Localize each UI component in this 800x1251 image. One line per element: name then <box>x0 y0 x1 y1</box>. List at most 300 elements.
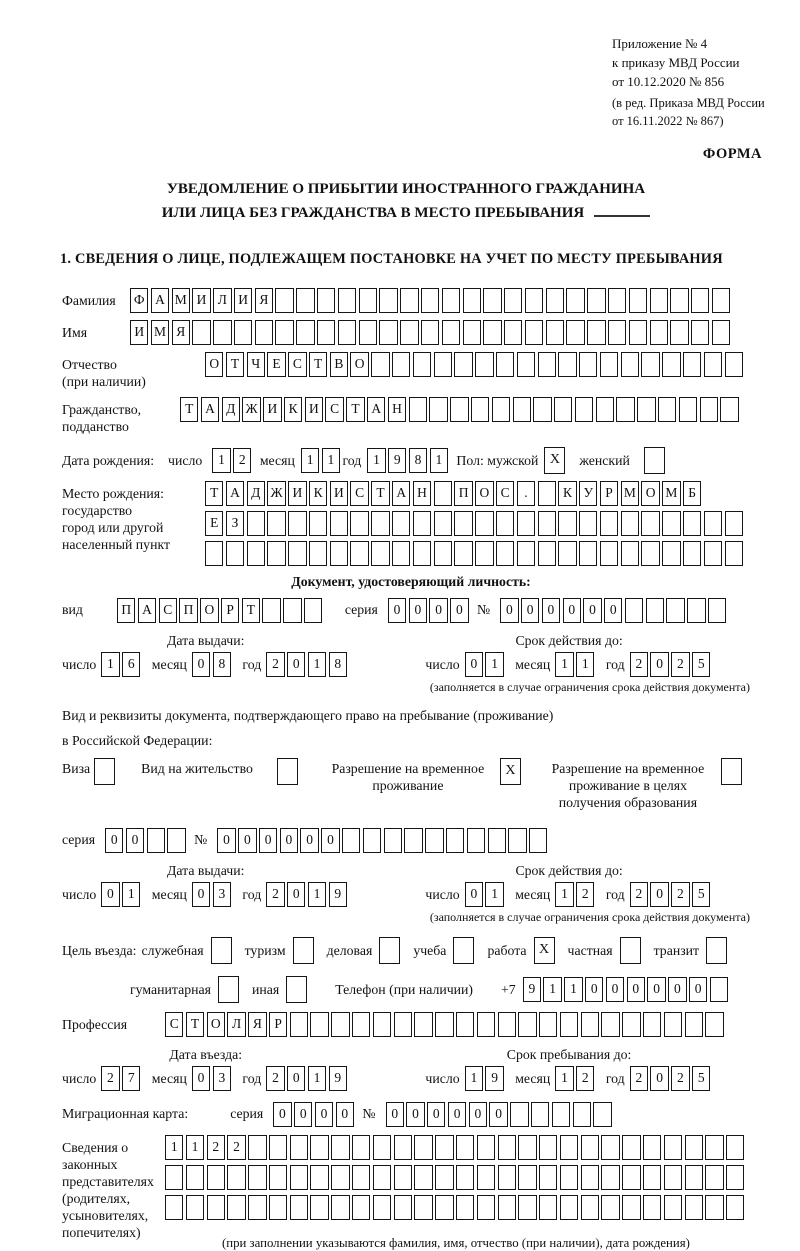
char-box[interactable] <box>517 352 535 377</box>
char-box[interactable] <box>350 541 368 566</box>
char-box[interactable]: 5 <box>692 882 710 907</box>
char-box[interactable] <box>392 352 410 377</box>
char-box[interactable]: Н <box>413 481 431 506</box>
char-box[interactable] <box>705 1012 723 1037</box>
char-box[interactable]: 1 <box>555 882 573 907</box>
char-box[interactable]: 9 <box>329 1066 347 1091</box>
char-box[interactable]: А <box>392 481 410 506</box>
char-box[interactable] <box>712 288 730 313</box>
char-box[interactable]: 0 <box>259 828 277 853</box>
char-box[interactable] <box>290 1195 308 1220</box>
char-box[interactable] <box>691 288 709 313</box>
char-box[interactable] <box>288 541 306 566</box>
char-box[interactable]: 1 <box>555 652 573 677</box>
char-box[interactable]: М <box>662 481 680 506</box>
char-box[interactable] <box>413 511 431 536</box>
char-box[interactable] <box>434 511 452 536</box>
char-box[interactable] <box>581 1195 599 1220</box>
char-box[interactable]: 2 <box>630 652 648 677</box>
char-box[interactable] <box>205 541 223 566</box>
char-box[interactable] <box>269 1195 287 1220</box>
residence-permit-checkbox[interactable] <box>277 758 298 785</box>
char-box[interactable] <box>566 288 584 313</box>
char-box[interactable] <box>539 1135 557 1160</box>
char-box[interactable] <box>394 1165 412 1190</box>
char-box[interactable]: Т <box>205 481 223 506</box>
char-box[interactable] <box>379 288 397 313</box>
char-box[interactable]: 0 <box>315 1102 333 1127</box>
char-box[interactable]: А <box>226 481 244 506</box>
char-box[interactable] <box>317 320 335 345</box>
char-box[interactable]: 0 <box>388 598 406 623</box>
char-box[interactable] <box>227 1195 245 1220</box>
char-box[interactable]: 0 <box>126 828 144 853</box>
char-box[interactable] <box>275 320 293 345</box>
char-box[interactable]: 5 <box>692 652 710 677</box>
char-box[interactable] <box>566 320 584 345</box>
char-box[interactable] <box>226 541 244 566</box>
char-box[interactable]: О <box>475 481 493 506</box>
char-box[interactable] <box>435 1165 453 1190</box>
char-box[interactable] <box>581 1012 599 1037</box>
char-box[interactable]: 0 <box>287 652 305 677</box>
char-box[interactable]: Я <box>172 320 190 345</box>
char-box[interactable]: Т <box>371 481 389 506</box>
char-box[interactable] <box>601 1135 619 1160</box>
char-box[interactable] <box>683 511 701 536</box>
char-box[interactable] <box>538 352 556 377</box>
char-box[interactable] <box>629 288 647 313</box>
char-box[interactable] <box>662 541 680 566</box>
char-box[interactable] <box>352 1165 370 1190</box>
char-box[interactable] <box>581 1165 599 1190</box>
char-box[interactable]: О <box>207 1012 225 1037</box>
char-box[interactable]: 8 <box>329 652 347 677</box>
char-box[interactable]: И <box>192 288 210 313</box>
purpose-other-checkbox[interactable] <box>286 976 307 1003</box>
char-box[interactable]: 0 <box>465 882 483 907</box>
char-box[interactable] <box>454 541 472 566</box>
char-box[interactable] <box>425 828 443 853</box>
char-box[interactable] <box>705 1135 723 1160</box>
char-box[interactable]: 2 <box>630 882 648 907</box>
char-box[interactable]: 2 <box>671 882 689 907</box>
char-box[interactable]: 0 <box>469 1102 487 1127</box>
char-box[interactable]: Л <box>227 1012 245 1037</box>
char-box[interactable] <box>342 828 360 853</box>
char-box[interactable] <box>330 511 348 536</box>
char-box[interactable] <box>413 352 431 377</box>
char-box[interactable] <box>338 320 356 345</box>
char-box[interactable] <box>646 598 664 623</box>
char-box[interactable] <box>392 541 410 566</box>
char-box[interactable]: 5 <box>692 1066 710 1091</box>
char-box[interactable]: 0 <box>542 598 560 623</box>
char-box[interactable] <box>310 1135 328 1160</box>
char-box[interactable] <box>685 1195 703 1220</box>
char-box[interactable] <box>538 511 556 536</box>
char-box[interactable] <box>384 828 402 853</box>
char-box[interactable]: И <box>234 288 252 313</box>
char-box[interactable]: 0 <box>448 1102 466 1127</box>
char-box[interactable] <box>601 1165 619 1190</box>
char-box[interactable] <box>538 541 556 566</box>
char-box[interactable]: 0 <box>668 977 686 1002</box>
char-box[interactable] <box>666 598 684 623</box>
char-box[interactable]: 1 <box>465 1066 483 1091</box>
char-box[interactable]: 2 <box>266 652 284 677</box>
char-box[interactable] <box>539 1195 557 1220</box>
purpose-study-checkbox[interactable] <box>453 937 474 964</box>
char-box[interactable] <box>581 1135 599 1160</box>
char-box[interactable]: 2 <box>671 1066 689 1091</box>
char-box[interactable] <box>726 1135 744 1160</box>
char-box[interactable] <box>435 1195 453 1220</box>
char-box[interactable] <box>518 1195 536 1220</box>
char-box[interactable]: Я <box>255 288 273 313</box>
char-box[interactable] <box>352 1195 370 1220</box>
char-box[interactable]: 1 <box>301 448 319 473</box>
char-box[interactable] <box>664 1012 682 1037</box>
char-box[interactable] <box>309 541 327 566</box>
char-box[interactable] <box>483 320 501 345</box>
char-box[interactable]: 2 <box>207 1135 225 1160</box>
char-box[interactable]: 1 <box>322 448 340 473</box>
char-box[interactable] <box>518 1165 536 1190</box>
char-box[interactable] <box>379 320 397 345</box>
char-box[interactable] <box>496 352 514 377</box>
char-box[interactable]: Д <box>247 481 265 506</box>
char-box[interactable]: 8 <box>409 448 427 473</box>
char-box[interactable] <box>477 1012 495 1037</box>
char-box[interactable]: 0 <box>689 977 707 1002</box>
char-box[interactable] <box>538 481 556 506</box>
char-box[interactable] <box>643 1195 661 1220</box>
char-box[interactable] <box>331 1195 349 1220</box>
char-box[interactable]: 1 <box>122 882 140 907</box>
char-box[interactable]: 1 <box>485 882 503 907</box>
char-box[interactable]: Ф <box>130 288 148 313</box>
char-box[interactable] <box>546 320 564 345</box>
char-box[interactable]: П <box>454 481 472 506</box>
char-box[interactable]: А <box>138 598 156 623</box>
char-box[interactable] <box>687 598 705 623</box>
char-box[interactable]: С <box>496 481 514 506</box>
char-box[interactable] <box>421 320 439 345</box>
char-box[interactable]: 0 <box>105 828 123 853</box>
char-box[interactable]: Т <box>346 397 364 422</box>
char-box[interactable] <box>662 352 680 377</box>
char-box[interactable] <box>504 288 522 313</box>
char-box[interactable]: А <box>367 397 385 422</box>
char-box[interactable]: О <box>200 598 218 623</box>
char-box[interactable] <box>650 288 668 313</box>
char-box[interactable]: И <box>305 397 323 422</box>
char-box[interactable] <box>450 397 468 422</box>
sex-female-checkbox[interactable] <box>644 447 665 474</box>
purpose-official-checkbox[interactable] <box>211 937 232 964</box>
char-box[interactable] <box>708 598 726 623</box>
char-box[interactable] <box>421 288 439 313</box>
char-box[interactable] <box>456 1165 474 1190</box>
char-box[interactable] <box>608 288 626 313</box>
char-box[interactable]: 0 <box>650 1066 668 1091</box>
char-box[interactable]: 0 <box>563 598 581 623</box>
char-box[interactable] <box>404 828 422 853</box>
char-box[interactable] <box>685 1012 703 1037</box>
char-box[interactable]: 0 <box>280 828 298 853</box>
char-box[interactable] <box>664 1195 682 1220</box>
char-box[interactable]: 0 <box>238 828 256 853</box>
char-box[interactable]: 2 <box>266 882 284 907</box>
char-box[interactable] <box>560 1135 578 1160</box>
char-box[interactable] <box>510 1102 528 1127</box>
char-box[interactable] <box>720 397 738 422</box>
char-box[interactable] <box>517 541 535 566</box>
purpose-business-checkbox[interactable] <box>379 937 400 964</box>
char-box[interactable] <box>691 320 709 345</box>
char-box[interactable]: 0 <box>217 828 235 853</box>
char-box[interactable] <box>539 1165 557 1190</box>
char-box[interactable] <box>477 1165 495 1190</box>
char-box[interactable]: 0 <box>585 977 603 1002</box>
char-box[interactable] <box>704 541 722 566</box>
char-box[interactable]: Е <box>267 352 285 377</box>
char-box[interactable] <box>579 352 597 377</box>
char-box[interactable]: С <box>159 598 177 623</box>
char-box[interactable]: 0 <box>604 598 622 623</box>
char-box[interactable] <box>248 1165 266 1190</box>
purpose-private-checkbox[interactable] <box>620 937 641 964</box>
char-box[interactable] <box>454 511 472 536</box>
char-box[interactable] <box>587 320 605 345</box>
char-box[interactable] <box>726 1165 744 1190</box>
purpose-work-checkbox[interactable]: X <box>534 937 555 964</box>
char-box[interactable] <box>712 320 730 345</box>
char-box[interactable]: В <box>330 352 348 377</box>
char-box[interactable] <box>622 1165 640 1190</box>
char-box[interactable] <box>616 397 634 422</box>
char-box[interactable]: 0 <box>583 598 601 623</box>
char-box[interactable] <box>560 1165 578 1190</box>
char-box[interactable]: Е <box>205 511 223 536</box>
char-box[interactable] <box>429 397 447 422</box>
char-box[interactable]: 2 <box>576 1066 594 1091</box>
char-box[interactable]: 0 <box>321 828 339 853</box>
char-box[interactable]: У <box>579 481 597 506</box>
char-box[interactable] <box>477 1135 495 1160</box>
char-box[interactable] <box>513 397 531 422</box>
char-box[interactable] <box>192 320 210 345</box>
char-box[interactable] <box>414 1135 432 1160</box>
char-box[interactable] <box>622 1135 640 1160</box>
char-box[interactable] <box>533 397 551 422</box>
char-box[interactable] <box>525 320 543 345</box>
char-box[interactable]: П <box>117 598 135 623</box>
char-box[interactable] <box>463 320 481 345</box>
char-box[interactable] <box>247 511 265 536</box>
char-box[interactable] <box>442 320 460 345</box>
char-box[interactable]: 0 <box>386 1102 404 1127</box>
char-box[interactable] <box>664 1165 682 1190</box>
char-box[interactable] <box>456 1012 474 1037</box>
char-box[interactable] <box>434 481 452 506</box>
char-box[interactable]: 0 <box>336 1102 354 1127</box>
char-box[interactable] <box>579 541 597 566</box>
char-box[interactable]: Ж <box>267 481 285 506</box>
char-box[interactable] <box>463 288 481 313</box>
char-box[interactable] <box>679 397 697 422</box>
char-box[interactable] <box>573 1102 591 1127</box>
char-box[interactable] <box>488 828 506 853</box>
char-box[interactable]: 2 <box>671 652 689 677</box>
char-box[interactable]: 1 <box>186 1135 204 1160</box>
char-box[interactable]: 1 <box>543 977 561 1002</box>
char-box[interactable]: 0 <box>273 1102 291 1127</box>
char-box[interactable]: С <box>325 397 343 422</box>
char-box[interactable] <box>475 541 493 566</box>
char-box[interactable] <box>363 828 381 853</box>
char-box[interactable]: 1 <box>308 882 326 907</box>
char-box[interactable]: 0 <box>429 598 447 623</box>
char-box[interactable] <box>641 541 659 566</box>
char-box[interactable] <box>147 828 165 853</box>
char-box[interactable]: 7 <box>122 1066 140 1091</box>
char-box[interactable]: М <box>151 320 169 345</box>
char-box[interactable] <box>662 511 680 536</box>
char-box[interactable] <box>498 1195 516 1220</box>
char-box[interactable] <box>601 1012 619 1037</box>
char-box[interactable] <box>394 1195 412 1220</box>
char-box[interactable] <box>600 541 618 566</box>
char-box[interactable] <box>621 541 639 566</box>
char-box[interactable]: А <box>201 397 219 422</box>
char-box[interactable] <box>304 598 322 623</box>
char-box[interactable] <box>471 397 489 422</box>
char-box[interactable] <box>435 1135 453 1160</box>
char-box[interactable] <box>359 320 377 345</box>
char-box[interactable]: 0 <box>192 652 210 677</box>
sex-male-checkbox[interactable]: X <box>544 447 565 474</box>
char-box[interactable] <box>508 828 526 853</box>
char-box[interactable] <box>352 1135 370 1160</box>
char-box[interactable] <box>414 1012 432 1037</box>
char-box[interactable]: 2 <box>101 1066 119 1091</box>
char-box[interactable]: 1 <box>564 977 582 1002</box>
char-box[interactable] <box>558 541 576 566</box>
char-box[interactable] <box>685 1165 703 1190</box>
char-box[interactable] <box>558 511 576 536</box>
purpose-humanitarian-checkbox[interactable] <box>218 976 239 1003</box>
char-box[interactable] <box>269 1135 287 1160</box>
char-box[interactable]: М <box>172 288 190 313</box>
char-box[interactable]: 0 <box>521 598 539 623</box>
char-box[interactable] <box>165 1195 183 1220</box>
char-box[interactable] <box>705 1165 723 1190</box>
char-box[interactable] <box>290 1012 308 1037</box>
char-box[interactable] <box>629 320 647 345</box>
char-box[interactable]: 0 <box>409 598 427 623</box>
char-box[interactable] <box>670 320 688 345</box>
char-box[interactable]: О <box>350 352 368 377</box>
char-box[interactable]: О <box>205 352 223 377</box>
char-box[interactable]: А <box>151 288 169 313</box>
char-box[interactable]: 3 <box>213 882 231 907</box>
char-box[interactable] <box>247 541 265 566</box>
char-box[interactable] <box>456 1135 474 1160</box>
char-box[interactable] <box>554 397 572 422</box>
char-box[interactable] <box>310 1195 328 1220</box>
char-box[interactable] <box>518 1012 536 1037</box>
char-box[interactable] <box>637 397 655 422</box>
char-box[interactable]: М <box>621 481 639 506</box>
char-box[interactable] <box>288 511 306 536</box>
char-box[interactable] <box>394 1012 412 1037</box>
char-box[interactable] <box>207 1165 225 1190</box>
char-box[interactable]: 1 <box>576 652 594 677</box>
char-box[interactable] <box>725 511 743 536</box>
char-box[interactable] <box>498 1165 516 1190</box>
char-box[interactable] <box>331 1012 349 1037</box>
char-box[interactable] <box>483 288 501 313</box>
char-box[interactable]: 1 <box>308 1066 326 1091</box>
char-box[interactable] <box>498 1012 516 1037</box>
purpose-tourism-checkbox[interactable] <box>293 937 314 964</box>
char-box[interactable]: К <box>284 397 302 422</box>
char-box[interactable] <box>725 352 743 377</box>
char-box[interactable] <box>409 397 427 422</box>
char-box[interactable] <box>310 1165 328 1190</box>
char-box[interactable] <box>726 1195 744 1220</box>
char-box[interactable] <box>290 1135 308 1160</box>
char-box[interactable] <box>255 320 273 345</box>
char-box[interactable]: Р <box>221 598 239 623</box>
char-box[interactable]: Д <box>222 397 240 422</box>
char-box[interactable]: Ч <box>247 352 265 377</box>
char-box[interactable] <box>670 288 688 313</box>
char-box[interactable]: 0 <box>192 1066 210 1091</box>
char-box[interactable]: 3 <box>213 1066 231 1091</box>
char-box[interactable] <box>658 397 676 422</box>
char-box[interactable] <box>446 828 464 853</box>
char-box[interactable]: К <box>309 481 327 506</box>
char-box[interactable] <box>454 352 472 377</box>
char-box[interactable]: 0 <box>450 598 468 623</box>
char-box[interactable] <box>392 511 410 536</box>
char-box[interactable]: 8 <box>213 652 231 677</box>
char-box[interactable] <box>290 1165 308 1190</box>
char-box[interactable] <box>309 511 327 536</box>
char-box[interactable] <box>413 541 431 566</box>
char-box[interactable]: Б <box>683 481 701 506</box>
char-box[interactable]: 1 <box>308 652 326 677</box>
char-box[interactable]: 0 <box>489 1102 507 1127</box>
char-box[interactable] <box>442 288 460 313</box>
char-box[interactable] <box>394 1135 412 1160</box>
char-box[interactable]: О <box>641 481 659 506</box>
char-box[interactable] <box>622 1195 640 1220</box>
char-box[interactable] <box>600 511 618 536</box>
char-box[interactable] <box>435 1012 453 1037</box>
char-box[interactable]: Н <box>388 397 406 422</box>
char-box[interactable] <box>529 828 547 853</box>
visa-checkbox[interactable] <box>94 758 115 785</box>
char-box[interactable] <box>504 320 522 345</box>
char-box[interactable]: 0 <box>294 1102 312 1127</box>
char-box[interactable] <box>296 320 314 345</box>
char-box[interactable] <box>234 320 252 345</box>
char-box[interactable] <box>227 1165 245 1190</box>
